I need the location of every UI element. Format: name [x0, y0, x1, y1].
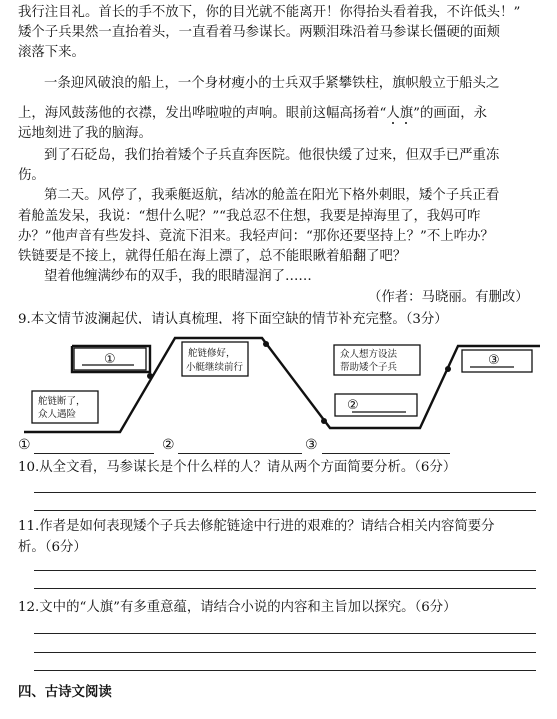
- answer-label-2: ②: [162, 437, 175, 453]
- passage-line-11: 办？”他声音有些发抖、竟流下泪来。我轻声问：“那你还要坚持上？”不上咋办？: [18, 229, 494, 244]
- passage-line-10: 着舱盖发呆，我说：“想什么呢？”“我总忍不住想，我要是掉海里了，我妈可咋: [18, 209, 481, 224]
- answer-blank-1[interactable]: [34, 453, 154, 454]
- plot-node-dot: [263, 341, 269, 347]
- box-middle-line-2: 帮助矮个子兵: [340, 362, 398, 373]
- answer-line[interactable]: [34, 510, 536, 511]
- answer-label-1: ①: [18, 437, 31, 453]
- plot-node-dot: [321, 418, 327, 424]
- passage-line-8: 伤。: [18, 168, 45, 183]
- box-start-line-2: 众人遇险: [38, 409, 77, 420]
- passage-line-12: 铁链要是不接上，就得任船在海上漂了，总不能眼瞅着船翻了吧？: [18, 249, 407, 264]
- passage-line-5: 上，海风鼓荡他的衣襟，发出哗啦啦的声响。眼前这幅高扬着“人旗”的画面，永: [18, 106, 487, 121]
- answer-line[interactable]: [34, 492, 536, 493]
- box-middle-line-1: 众人想方设法: [340, 349, 398, 360]
- plot-node-dot: [445, 366, 451, 372]
- question-10: 10.从全文看，马参谋长是个什么样的人？请从两个方面简要分析。（6分）: [18, 460, 457, 475]
- answer-line[interactable]: [34, 652, 536, 653]
- attribution: （作者：马晓丽。有删改）: [368, 290, 529, 305]
- question-11-line-2: 析。（6分）: [18, 540, 87, 555]
- passage-line-2: 矮个子兵果然一直抬着头，一直看着马参谋长。两颗泪珠沿着马参谋长僵硬的面颊: [18, 25, 501, 40]
- question-11-line-1: 11.作者是如何表现矮个子兵去修舵链途中行进的艰难的？请结合相关内容简要分: [18, 519, 495, 534]
- answer-blank-2[interactable]: [178, 453, 302, 454]
- diagram-slot-3: ③: [488, 353, 500, 368]
- passage-line-1: 我行注目礼。首长的手不放下，你的目光就不能离开！你得抬头看着我，不许低头！”: [18, 5, 521, 20]
- passage-line-9: 第二天。风停了，我乘艇返航，结冰的舱盖在阳光下格外刺眼，矮个子兵正看: [44, 188, 500, 203]
- passage-line-3: 滚落下来。: [18, 45, 85, 60]
- box-peak-line-2: 小艇继续前行: [186, 362, 244, 373]
- passage-line-4: 一条迎风破浪的船上，一个身材瘦小的士兵双手紧攀铁柱，旗帜般立于船头之: [44, 76, 500, 91]
- question-9: 9.本文情节波澜起伏，请认真梳理，将下面空缺的情节补充完整。（3分）: [18, 312, 448, 327]
- answer-line[interactable]: [34, 570, 536, 571]
- answer-line[interactable]: [34, 588, 536, 589]
- diagram-slot-2: ②: [347, 398, 359, 413]
- plot-node-dot: [147, 373, 153, 379]
- diagram-slot-1: ①: [104, 352, 116, 367]
- plot-diagram-drawing: [0, 324, 557, 436]
- passage-line-13: 望着他缠满纱布的双手，我的眼睛湿润了……: [44, 269, 312, 284]
- box-peak-line-1: 舵链修好，: [188, 348, 236, 359]
- answer-blank-3[interactable]: [322, 453, 450, 454]
- answer-line[interactable]: [34, 633, 536, 634]
- answer-line[interactable]: [34, 670, 536, 671]
- passage-line-6: 远地刻进了我的脑海。: [18, 126, 152, 141]
- section-heading: 四、古诗文阅读: [18, 685, 112, 700]
- question-12: 12.文中的“人旗”有多重意蕴，请结合小说的内容和主旨加以探究。（6分）: [18, 600, 457, 615]
- box-start-line-1: 舵链断了，: [38, 396, 86, 407]
- answer-label-3: ③: [305, 437, 318, 453]
- passage-line-7: 到了石砭岛，我们抬着矮个子兵直奔医院。他很快缓了过来，但双手已严重冻: [44, 148, 500, 163]
